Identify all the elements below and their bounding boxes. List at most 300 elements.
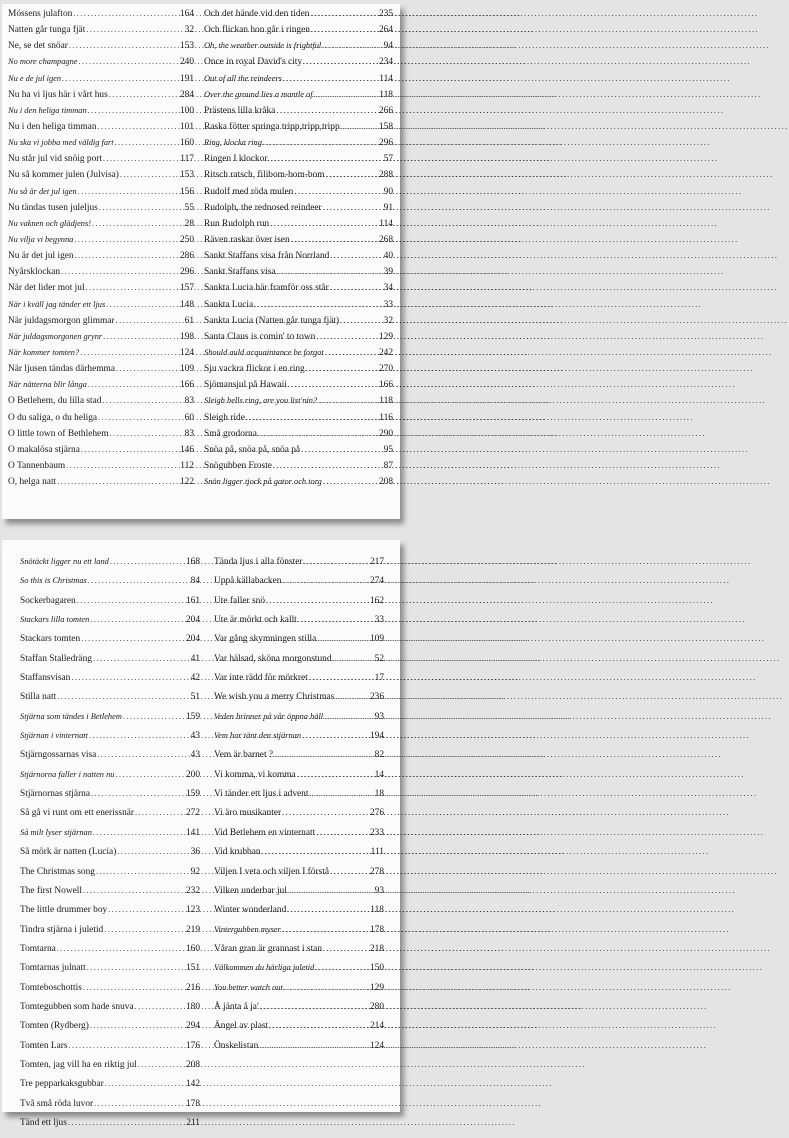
index-entry xyxy=(8,414,194,430)
dot-leader xyxy=(116,848,189,856)
index-entry xyxy=(214,771,384,790)
index-entry xyxy=(20,713,200,732)
index-entry xyxy=(8,430,194,446)
dot-leader xyxy=(273,751,374,759)
index-entry xyxy=(214,577,384,596)
entry-page-number: 234 xyxy=(378,57,393,68)
entry-page-number: 178 xyxy=(369,924,384,935)
entry-page-number: 101 xyxy=(179,121,194,132)
entry-page-number: 114 xyxy=(379,218,393,229)
entry-title: Så gå vi runt om ett enerissnär xyxy=(20,808,135,819)
entry-title: Nu så är det jul igen xyxy=(8,186,77,196)
dot-leader xyxy=(103,926,185,934)
index-entry xyxy=(204,75,393,91)
index-entry xyxy=(8,478,194,494)
entry-title: När i kväll jag tänder ett ljus xyxy=(8,299,106,309)
dot-leader xyxy=(82,887,185,895)
index-entry xyxy=(214,848,384,867)
dot-leader xyxy=(92,655,190,663)
entry-page-number: 84 xyxy=(190,576,200,587)
entry-page-number: 116 xyxy=(379,412,393,423)
entry-page-number: 41 xyxy=(190,653,200,664)
dot-leader xyxy=(77,188,179,196)
index-entry xyxy=(214,751,384,770)
index-entry xyxy=(8,155,194,171)
index-entry xyxy=(20,926,200,945)
entry-title: Och flickan hon går i ringen xyxy=(204,25,310,36)
index-entry xyxy=(8,301,194,317)
index-entry xyxy=(20,1100,200,1119)
entry-page-number: 118 xyxy=(379,396,393,407)
entry-title: Stjärna som tändes i Betlehem xyxy=(20,711,122,721)
entry-page-number: 240 xyxy=(179,57,194,68)
entry-page-number: 33 xyxy=(374,615,384,626)
entry-title: Should auld acquaintance be forgot xyxy=(204,347,324,357)
entry-page-number: 166 xyxy=(179,380,194,391)
index-entry xyxy=(8,10,194,26)
dot-leader xyxy=(109,430,184,438)
index-entry xyxy=(214,674,384,693)
index-entry xyxy=(204,139,393,155)
entry-title: Vi komma, vi komma xyxy=(214,769,296,780)
index-entry xyxy=(204,301,393,317)
entry-page-number: 191 xyxy=(179,73,194,84)
dot-leader xyxy=(293,188,382,196)
entry-page-number: 91 xyxy=(383,202,393,213)
index-entry xyxy=(204,236,393,252)
entry-title: När juldagsmorgonen grynr xyxy=(8,331,103,341)
dot-leader xyxy=(85,26,183,34)
entry-title: Stjärnornas stjärna xyxy=(20,789,91,800)
dot-leader xyxy=(323,713,374,721)
entry-page-number: 296 xyxy=(179,267,194,278)
entry-page-number: 166 xyxy=(378,380,393,391)
entry-title: Nu i den heliga timman xyxy=(8,121,97,132)
dot-leader xyxy=(109,558,185,566)
dot-leader xyxy=(101,397,183,405)
dot-leader xyxy=(89,616,185,624)
index-entry xyxy=(204,10,393,26)
entry-title: Mössens julafton xyxy=(8,9,73,19)
dot-leader xyxy=(114,771,184,779)
entry-title: Stilla natt xyxy=(20,692,57,703)
index-entry xyxy=(214,558,384,577)
entry-title: Stjärngossarnas visa xyxy=(20,750,97,761)
dot-leader xyxy=(102,333,179,341)
dot-leader xyxy=(96,751,189,759)
dot-leader xyxy=(332,655,374,663)
dot-leader xyxy=(325,171,378,179)
entry-page-number: 217 xyxy=(369,557,384,567)
entry-page-number: 208 xyxy=(185,1059,200,1070)
index-entry xyxy=(204,462,393,478)
entry-page-number: 82 xyxy=(374,750,384,761)
entry-title: Två små röda luvor xyxy=(20,1098,94,1109)
entry-title: Santa Claus is comin' to town xyxy=(204,331,316,342)
dot-leader xyxy=(60,268,179,276)
entry-title: Var gång skymningen stilla xyxy=(214,634,317,645)
entry-page-number: 141 xyxy=(185,827,200,838)
dot-leader xyxy=(300,446,383,454)
entry-title: Nu ska vi jobba med väldig fart xyxy=(8,138,114,148)
dot-leader xyxy=(88,732,190,740)
entry-page-number: 52 xyxy=(374,653,384,664)
dot-leader xyxy=(56,693,189,701)
entry-title: Once in royal David's city xyxy=(204,57,303,68)
entry-page-number: 83 xyxy=(184,428,194,439)
dot-leader xyxy=(269,220,378,228)
dot-leader xyxy=(245,414,378,422)
dot-leader xyxy=(119,171,179,179)
dot-leader xyxy=(108,91,179,99)
entry-page-number: 118 xyxy=(370,905,384,916)
entry-title: O du saliga, o du heliga xyxy=(8,412,98,423)
entry-title: När kommer tomten? xyxy=(8,347,80,357)
entry-title: Winter wonderland xyxy=(214,905,287,916)
entry-title: Uppå källabacken xyxy=(214,576,282,587)
entry-page-number: 276 xyxy=(369,808,384,819)
index-entry xyxy=(204,478,393,494)
entry-page-number: 153 xyxy=(179,170,194,181)
dot-leader xyxy=(115,317,184,325)
index-column-right xyxy=(214,558,384,1061)
dot-leader xyxy=(87,381,179,389)
entry-title: Var hälsad, sköna morgonstund xyxy=(214,653,332,664)
index-entry xyxy=(204,155,393,171)
index-entry xyxy=(8,107,194,123)
entry-page-number: 18 xyxy=(374,789,384,800)
dot-leader xyxy=(276,268,383,276)
entry-page-number: 122 xyxy=(179,477,194,488)
index-column-right xyxy=(204,10,393,494)
index-entry xyxy=(8,397,194,413)
entry-page-number: 290 xyxy=(378,428,393,439)
dot-leader xyxy=(290,236,378,244)
entry-page-number: 233 xyxy=(369,827,384,838)
entry-title: Ritsch ratsch, filibom-bom-bom xyxy=(204,170,325,181)
entry-page-number: 148 xyxy=(179,299,194,310)
entry-page-number: 286 xyxy=(179,251,194,262)
index-entry xyxy=(204,284,393,300)
dot-leader xyxy=(302,58,378,66)
dot-leader xyxy=(281,577,369,585)
entry-page-number: 94 xyxy=(383,41,393,52)
entry-title: Så milt lyser stjärnan xyxy=(20,827,92,837)
index-entry xyxy=(20,732,200,751)
dot-leader xyxy=(269,155,382,163)
index-entry xyxy=(8,139,194,155)
entry-title: No more champagne xyxy=(8,57,78,67)
entry-title: Vi äro musikanter xyxy=(214,808,282,819)
entry-title: Out of all the reindeers xyxy=(204,73,282,83)
dot-leader xyxy=(80,635,185,643)
entry-title: När ljusen tändas därhemma xyxy=(8,364,115,375)
index-entry xyxy=(214,964,384,983)
index-entry xyxy=(204,204,393,220)
index-entry xyxy=(8,317,194,333)
dot-leader xyxy=(257,430,378,438)
dot-leader xyxy=(92,829,185,837)
index-entry xyxy=(214,984,384,1003)
index-entry xyxy=(214,887,384,906)
dot-leader xyxy=(334,693,369,701)
entry-title: Viljen I veta och viljen I förstå xyxy=(214,866,330,877)
dot-leader xyxy=(91,220,184,228)
index-entry xyxy=(20,1119,200,1138)
index-entry xyxy=(20,829,200,848)
index-entry xyxy=(8,333,194,349)
entry-title: Sankt Staffans visa från Norrland xyxy=(204,251,330,262)
index-entry xyxy=(8,188,194,204)
entry-page-number: 109 xyxy=(369,634,384,645)
dot-leader xyxy=(322,945,369,953)
index-entry xyxy=(20,577,200,596)
entry-page-number: 160 xyxy=(185,943,200,954)
entry-title: När det lider mot jul xyxy=(8,283,85,294)
entry-title: Tomten, jag vill ha en riktig jul xyxy=(20,1059,137,1070)
entry-title: Tindra stjärna i juletid xyxy=(20,924,104,935)
index-entry xyxy=(20,984,200,1003)
dot-leader xyxy=(107,906,185,914)
index-entry xyxy=(20,558,200,577)
entry-page-number: 51 xyxy=(190,692,200,703)
entry-page-number: 60 xyxy=(184,412,194,423)
entry-page-number: 180 xyxy=(185,1001,200,1012)
dot-leader xyxy=(105,301,179,309)
entry-title: Små grodorna xyxy=(204,428,257,439)
dot-leader xyxy=(262,139,378,147)
entry-page-number: 278 xyxy=(369,866,384,877)
entry-page-number: 242 xyxy=(378,347,393,358)
dot-leader xyxy=(317,397,378,405)
index-entry xyxy=(20,1080,200,1099)
entry-title: The first Nowell xyxy=(20,885,82,896)
entry-page-number: 208 xyxy=(378,477,393,488)
entry-page-number: 95 xyxy=(383,444,393,455)
index-entry xyxy=(8,171,194,187)
index-entry xyxy=(20,597,200,616)
dot-leader xyxy=(296,771,374,779)
index-entry xyxy=(20,945,200,964)
dot-leader xyxy=(77,58,178,66)
dot-leader xyxy=(72,10,179,18)
entry-page-number: 194 xyxy=(369,731,384,742)
index-entry xyxy=(204,107,393,123)
entry-title: Over the ground lies a mantle of xyxy=(204,89,313,99)
entry-title: Stackars lilla tomten xyxy=(20,615,90,625)
entry-title: Sankt Staffans visa xyxy=(204,267,276,278)
dot-leader xyxy=(85,284,179,292)
index-entry xyxy=(204,317,393,333)
dot-leader xyxy=(314,964,369,972)
entry-title: Stjärnorna faller i natten nu xyxy=(20,769,115,779)
index-entry xyxy=(8,284,194,300)
entry-title: Ängel av plast xyxy=(214,1021,269,1032)
entry-title: Tre pepparkaksgubbar xyxy=(20,1079,104,1090)
entry-page-number: 264 xyxy=(378,25,393,36)
index-entry xyxy=(20,693,200,712)
entry-title: Sankta Lucia (Natten går tunga fjät) xyxy=(204,315,340,326)
entry-title: Nu vaknen och glädjens! xyxy=(8,218,92,228)
entry-page-number: 93 xyxy=(374,711,384,722)
entry-page-number: 296 xyxy=(378,138,393,149)
entry-title: Vilken underbar jul xyxy=(214,885,287,896)
dot-leader xyxy=(102,155,179,163)
entry-page-number: 146 xyxy=(179,444,194,455)
dot-leader xyxy=(76,597,185,605)
entry-title: När nätterna blir långa xyxy=(8,380,87,390)
index-entry xyxy=(20,1022,200,1041)
entry-title: Raska fötter springa tripp,tripp,tripp xyxy=(204,121,340,132)
dot-leader xyxy=(283,984,369,992)
entry-title: Vi tänder ett ljus i advent xyxy=(214,789,309,800)
entry-title: Sankta Lucia xyxy=(204,299,254,310)
entry-title: Tomten (Rydberg) xyxy=(20,1021,89,1032)
entry-page-number: 219 xyxy=(185,924,200,935)
dot-leader xyxy=(261,848,370,856)
dot-leader xyxy=(68,1042,185,1050)
entry-title: Ute är mörkt och kallt xyxy=(214,615,297,626)
index-entry xyxy=(8,381,194,397)
entry-page-number: 288 xyxy=(378,170,393,181)
dot-leader xyxy=(87,107,179,115)
index-entry xyxy=(204,430,393,446)
index-entry xyxy=(214,868,384,887)
index-entry xyxy=(204,333,393,349)
dot-leader xyxy=(287,887,374,895)
entry-title: Rudolf med röda mulen xyxy=(204,186,294,197)
entry-page-number: 83 xyxy=(184,396,194,407)
entry-title: Oh, the weather outside is frightful xyxy=(204,41,322,51)
entry-page-number: 118 xyxy=(379,89,393,100)
entry-page-number: 39 xyxy=(383,267,393,278)
index-entry xyxy=(204,26,393,42)
entry-title: Nu vilja vi begynna xyxy=(8,234,74,244)
entry-title: Run Rudolph run xyxy=(204,218,270,229)
entry-title: O little town of Bethlehem xyxy=(8,428,109,439)
entry-title: O Betlehem, du lilla stad xyxy=(8,396,102,407)
index-entry xyxy=(8,204,194,220)
index-entry xyxy=(20,1003,200,1022)
index-entry xyxy=(214,693,384,712)
index-entry xyxy=(20,887,200,906)
entry-page-number: 111 xyxy=(370,847,384,858)
index-entry xyxy=(214,790,384,809)
entry-page-number: 150 xyxy=(369,963,384,974)
dot-leader xyxy=(308,790,373,798)
entry-page-number: 129 xyxy=(378,331,393,342)
dot-leader xyxy=(282,75,378,83)
dot-leader xyxy=(137,1061,185,1069)
entry-title: We wish you a merry Christmas xyxy=(214,692,335,703)
index-entry xyxy=(20,906,200,925)
dot-leader xyxy=(134,1003,185,1011)
dot-leader xyxy=(316,635,369,643)
entry-title: Rudolph, the rednosed reindeer xyxy=(204,202,322,213)
entry-page-number: 55 xyxy=(184,202,194,213)
entry-title: Sleigh bells ring, are you list'nin? xyxy=(204,396,318,406)
entry-title: Nu står jul vid snöig port xyxy=(8,154,103,165)
entry-page-number: 250 xyxy=(179,234,194,245)
entry-page-number: 142 xyxy=(185,1079,200,1090)
entry-title: Önskelistan xyxy=(214,1040,259,1051)
entry-title: Och det hände vid den tiden xyxy=(204,9,310,19)
index-entry xyxy=(204,91,393,107)
dot-leader xyxy=(97,123,179,131)
entry-page-number: 129 xyxy=(369,982,384,993)
dot-leader xyxy=(134,809,185,817)
index-entry xyxy=(204,171,393,187)
index-entry xyxy=(20,616,200,635)
entry-page-number: 93 xyxy=(374,885,384,896)
dot-leader xyxy=(114,139,179,147)
entry-page-number: 164 xyxy=(179,9,194,19)
index-entry xyxy=(214,616,384,635)
entry-title: Staffan Stalledräng xyxy=(20,653,92,664)
index-entry xyxy=(8,42,194,58)
dot-leader xyxy=(61,75,179,83)
entry-page-number: 124 xyxy=(179,347,194,358)
entry-title: O, helga natt xyxy=(8,477,57,488)
index-entry xyxy=(214,1042,384,1061)
dot-leader xyxy=(90,790,185,798)
dot-leader xyxy=(74,252,179,260)
entry-page-number: 198 xyxy=(179,331,194,342)
index-entry xyxy=(204,381,393,397)
dot-leader xyxy=(258,1042,369,1050)
dot-leader xyxy=(324,349,378,357)
dot-leader xyxy=(95,868,190,876)
dot-leader xyxy=(272,462,383,470)
index-entry xyxy=(214,809,384,828)
entry-page-number: 270 xyxy=(378,364,393,375)
index-entry xyxy=(8,236,194,252)
index-entry xyxy=(204,252,393,268)
entry-title: Tomtegubben som hade snuva xyxy=(20,1001,134,1012)
entry-title: Ring, klocka ring xyxy=(204,138,262,148)
entry-page-number: 100 xyxy=(179,105,194,116)
entry-title: Stjärnan i vinternatt xyxy=(20,731,88,741)
entry-title: Vem är barnet ? xyxy=(214,750,274,761)
entry-page-number: 176 xyxy=(185,1040,200,1051)
dot-leader xyxy=(253,301,382,309)
entry-title: Tomtarna xyxy=(20,943,56,954)
entry-page-number: 272 xyxy=(185,808,200,819)
index-entry xyxy=(204,188,393,204)
index-entry xyxy=(204,446,393,462)
entry-title: Prästens lilla kråka xyxy=(204,105,276,116)
entry-title: O Tannenbaum xyxy=(8,460,66,471)
entry-page-number: 42 xyxy=(190,673,200,684)
dot-leader xyxy=(93,1100,185,1108)
entry-title: Å jänta å ja' xyxy=(214,1001,259,1012)
entry-title: Vem har tänt den stjärnan xyxy=(214,731,302,741)
entry-title: Vintergubben myser xyxy=(214,924,281,934)
index-entry xyxy=(8,75,194,91)
entry-title: Ringen I klockor. xyxy=(204,154,270,165)
entry-page-number: 14 xyxy=(374,769,384,780)
entry-page-number: 40 xyxy=(383,251,393,262)
entry-title: Sankta Lucia här framför oss står xyxy=(204,283,329,294)
entry-title: Räven raskar över isen xyxy=(204,234,290,245)
entry-page-number: 232 xyxy=(185,885,200,896)
dot-leader xyxy=(98,204,184,212)
entry-title: Var inte rädd för mörkret xyxy=(214,673,308,684)
entry-page-number: 159 xyxy=(185,789,200,800)
dot-leader xyxy=(65,462,179,470)
entry-title: Snöa på, snöa på, snöa på xyxy=(204,444,301,455)
entry-title: Nu är det jul igen xyxy=(8,251,74,262)
